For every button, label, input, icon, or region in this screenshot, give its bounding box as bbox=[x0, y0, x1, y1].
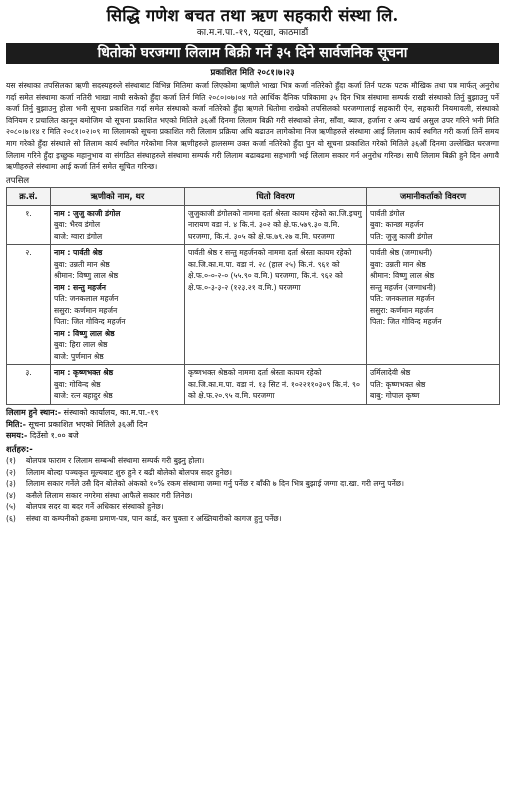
cell-collateral: कृष्णभक्त श्रेष्ठको नाममा दर्ता श्रेस्ता कायम रहेको का.जि.का.म.पा. वडा नं. १३ सिट नं. १०२२११०३०९ कि.नं. ९० को क्षे.फ.२०.९५ व.मि. घरजग्गा bbox=[185, 365, 367, 405]
term-text: लिलाम बोल्दा पञ्चकृत मूल्यबाट शुरु हुने र बढी बोलेको बोलपत्र सदर हुनेछ। bbox=[26, 467, 232, 477]
detail-label: लिलाम हुने स्थान:- bbox=[6, 407, 62, 417]
detail-value: संस्थाको कार्यालय, का.म.पा.-१९ bbox=[61, 407, 159, 417]
term-number: (१) bbox=[6, 456, 16, 466]
term-text: बोलपत्र सदर वा बदर गर्ने अधिकार संस्थाको हुनेछ। bbox=[26, 502, 164, 512]
table-row bbox=[7, 245, 500, 365]
guarantor-line: पार्वती डंगोल bbox=[370, 208, 405, 218]
header-borrower: ऋणीको नाम, थर bbox=[51, 187, 185, 205]
term-number: (३) bbox=[6, 479, 16, 489]
cell-serial: २. bbox=[7, 245, 51, 365]
borrower-line: नाम : सन्तु महर्जन bbox=[54, 282, 106, 292]
guarantor-line: बुवा: उन्नती मान श्रेष्ठ bbox=[370, 259, 426, 269]
guarantor-line: पति: जुजु काजी डंगोल bbox=[370, 231, 433, 241]
term-item bbox=[6, 513, 499, 525]
guarantor-line: बुवा: कान्छा महर्जन bbox=[370, 220, 424, 230]
term-item bbox=[6, 455, 499, 467]
term-item bbox=[6, 490, 499, 502]
term-text: संस्था वा कम्पनीको हकमा प्रमाण-पत्र, पान कार्ड, कर चुक्ता र अख्तियारीको कागज हुनु पर्नेछ। bbox=[26, 513, 282, 523]
published-date: प्रकाशित मिति २०८१।७।२३ bbox=[210, 68, 295, 78]
borrower-table bbox=[6, 187, 500, 405]
guarantor-line: सन्तु महर्जन (जग्गाधनी) bbox=[370, 282, 436, 292]
borrower-line: बुवा: हिरा लाल श्रेष्ठ bbox=[54, 340, 108, 350]
terms-list bbox=[6, 455, 499, 524]
table-row bbox=[7, 205, 500, 245]
cell-collateral: जुजुकाजी डंगोलको नाममा दर्ता श्रेस्ता कायम रहेको का.जि.इचगु नारायण वडा नं. ४ कि.नं. ३०२ को क्षे.फ.५७९.३० व.मि. घरजग्गा, कि.नं. ३०५ को क्षे.फ.७९.२७ व.मि. घरजग्गा bbox=[185, 205, 367, 245]
cell-guarantor bbox=[367, 365, 500, 405]
borrower-line: बुवा: भैरव डंगोल bbox=[54, 220, 101, 230]
table-body bbox=[7, 205, 500, 404]
term-item bbox=[6, 478, 499, 490]
term-text: लिलाम सकार गर्नेले उसै दिन बोलेको अंकको १०% रकम संस्थामा जम्मा गर्नु पर्नेछ र बाँकी ७ दिन भित्र बुझाई जग्गा दा.खा. गरी लग्नु पर्नेछ। bbox=[26, 479, 404, 489]
table-row bbox=[7, 365, 500, 405]
cell-guarantor bbox=[367, 205, 500, 245]
detail-value: दिउँसो १.०० बजे bbox=[27, 431, 79, 441]
cell-serial: ३. bbox=[7, 365, 51, 405]
term-number: (२) bbox=[6, 467, 16, 477]
borrower-line: नाम : पार्वती श्रेष्ठ bbox=[54, 248, 103, 258]
borrower-line: बाजे: ग्वारा डंगोल bbox=[54, 231, 103, 241]
borrower-line: पिता: जित गोविन्द महर्जन bbox=[54, 317, 126, 327]
guarantor-line: पिता: जित गोविन्द महर्जन bbox=[370, 317, 442, 327]
organization-name: सिद्धि गणेश बचत तथा ऋण सहकारी संस्था लि. bbox=[106, 6, 399, 25]
borrower-line: नाम : कृष्णभक्त श्रेष्ठ bbox=[54, 368, 114, 378]
cell-guarantor bbox=[367, 245, 500, 365]
term-item bbox=[6, 501, 499, 513]
notice-title-banner: धितोको घरजग्गा लिलाम बिक्री गर्ने ३५ दिने सार्वजनिक सूचना bbox=[6, 43, 499, 64]
borrower-line: पति: जनकलाल महर्जन bbox=[54, 294, 119, 304]
detail-label: समय:- bbox=[6, 431, 28, 441]
borrower-line: बुवा: उन्नती मान श्रेष्ठ bbox=[54, 259, 110, 269]
term-number: (६) bbox=[6, 513, 16, 523]
terms-heading: शर्तहरु:- bbox=[6, 444, 33, 455]
term-text: बोलपत्र फाराम र लिलाम सम्बन्धी संस्थामा सम्पर्क गरी बुझ्नु होला। bbox=[26, 456, 205, 466]
cell-borrower bbox=[51, 205, 185, 245]
cell-collateral: पार्वती श्रेष्ठ र सन्तु महर्जनको नाममा दर्ता श्रेस्ता कायम रहेको का.जि.का.म.पा. वडा नं. २८ (हाल २५) कि.नं. ९६१ को क्षे.फ.०-०-२-० (५५.९० व.मि.) घरजग्गा, कि.नं. ९६२ को क्षे.फ.०-३-३-२ (१२३.२१ व.मि.) घरजग्गा bbox=[185, 245, 367, 365]
guarantor-line: श्रीमान: विष्णु लाल श्रेष्ठ bbox=[370, 271, 435, 281]
guarantor-line: उर्मिलादेवी श्रेष्ठ bbox=[370, 368, 411, 378]
guarantor-line: पति: कृष्णभक्त श्रेष्ठ bbox=[370, 379, 426, 389]
guarantor-line: पार्वती श्रेष्ठ (जग्गाधनी) bbox=[370, 248, 433, 258]
borrower-line: श्रीमान: विष्णु लाल श्रेष्ठ bbox=[54, 271, 119, 281]
detail-line bbox=[6, 430, 499, 442]
tapsil-label: तपसिल bbox=[6, 174, 30, 185]
guarantor-line: बाबु: गोपाल कृष्ण bbox=[370, 391, 420, 401]
borrower-line: नाम : जुजु काजी डंगोल bbox=[54, 208, 121, 218]
auction-details bbox=[6, 407, 499, 442]
borrower-line: बुवा: गोविन्द श्रेष्ठ bbox=[54, 379, 101, 389]
detail-line bbox=[6, 419, 499, 431]
organization-address: का.म.न.पा.-१९, यट्खा, काठमाडौं bbox=[196, 28, 309, 38]
intro-paragraph: यस संस्थाका तपसिलका ऋणी सदस्यहरुले संस्थाबाट विभिन्न मितिमा कर्जा लिएकोमा ऋणीले भाखा भित्र कर्जा नतिरेको हुँदा कर्जा तिर्न पटक पटक मौखिक तथा पत्र मार्फत् अनुरोध गर्दा समेत संस्थामा कर्जा नतिरी भाखा नाघी सकेको हुँदा कर्जा तिर्न मिति २०८०।०७।०४ गते आर्थिक दैनिक पत्रिकामा ३५ दिन भित्र संस्थामा सम्पर्क राखी संस्थाको तिर्नु बुझाउनु पर्ने कर्जा तिर्नु बुझाउनु होला भनी सूचना प्रकाशित गर्दा समेत संस्थाको कर्जा नतिरेको हुँदा ऋणले धितोमा राखेको तपसिलको घरजग्गालाई सहकारी ऐन, सहकारी नियमावली, संस्थाको विनियम र प्रचालित कानून बमोजिम यो सूचना प्रकाशित भएको मितिले ३६औं दिनमा लिलाम बिक्री गरी संस्थाको लेना, साँवा, ब्याज, हर्जाना र अन्य खर्च असुल उपर गरिने भनी मिति २०८०।७।१४ र मिति २०८१।०२।०९ मा लिलामको सूचना प्रकाशित गरी लिलाम प्रक्रिया अघि बढाउन लागेकोमा निज ऋणीहरुले संस्थामा आई लिलाम कार्य स्थगित गरी कर्जा तिर्ने समय माग गरेको हुँदा संस्थाले सो लिलाम कार्य स्थगित गरेकोमा निज ऋणीहरुले हालसम्म उक्त कर्जा नतिरेको हुँदा पुन यो सूचना प्रकाशित गरेको मितिले ३६औं दिनमा उल्लेखित घरजग्गा लिलाम गरिने हुँदा इच्छुक महानुभाव वा संगठित संस्थाहरुले संस्थामा सम्पर्क गरी लिलाम बढाबढमा सहभागी भई लिलाम सकार गर्न अनुरोध गरिन्छ। साथै लिलाम बिक्री हुने दिन अगावै ऋणीहरुले संस्थामा आई कर्जा तिर्न समेत सूचित गरिन्छ। bbox=[6, 81, 499, 172]
borrower-line: बाजे: पुर्णमान श्रेष्ठ bbox=[54, 351, 104, 361]
borrower-line: नाम : विष्णु लाल श्रेष्ठ bbox=[54, 328, 115, 338]
table-header-row bbox=[7, 187, 500, 205]
term-number: (५) bbox=[6, 502, 16, 512]
cell-borrower bbox=[51, 365, 185, 405]
guarantor-line: पति: जनकलाल महर्जन bbox=[370, 294, 435, 304]
header-serial: क्र.सं. bbox=[7, 187, 51, 205]
term-text: कसैले लिलाम सकार नगरेमा संस्था आफैले सकार गरी लिनेछ। bbox=[26, 490, 193, 500]
header-collateral: धितो विवरण bbox=[185, 187, 367, 205]
detail-label: मिति:- bbox=[6, 419, 27, 429]
borrower-line: ससुरा: कर्णमान महर्जन bbox=[54, 305, 118, 315]
cell-serial: १. bbox=[7, 205, 51, 245]
guarantor-line: ससुरा: कर्णमान महर्जन bbox=[370, 305, 434, 315]
detail-value: सूचना प्रकाशित भएको मितिले ३६औं दिन bbox=[26, 419, 148, 429]
borrower-line: बाजे: रत्न बहादुर श्रेष्ठ bbox=[54, 391, 113, 401]
cell-borrower bbox=[51, 245, 185, 365]
header-guarantor: जमानीकर्ताको विवरण bbox=[367, 187, 500, 205]
term-item bbox=[6, 467, 499, 479]
detail-line bbox=[6, 407, 499, 419]
term-number: (४) bbox=[6, 490, 16, 500]
